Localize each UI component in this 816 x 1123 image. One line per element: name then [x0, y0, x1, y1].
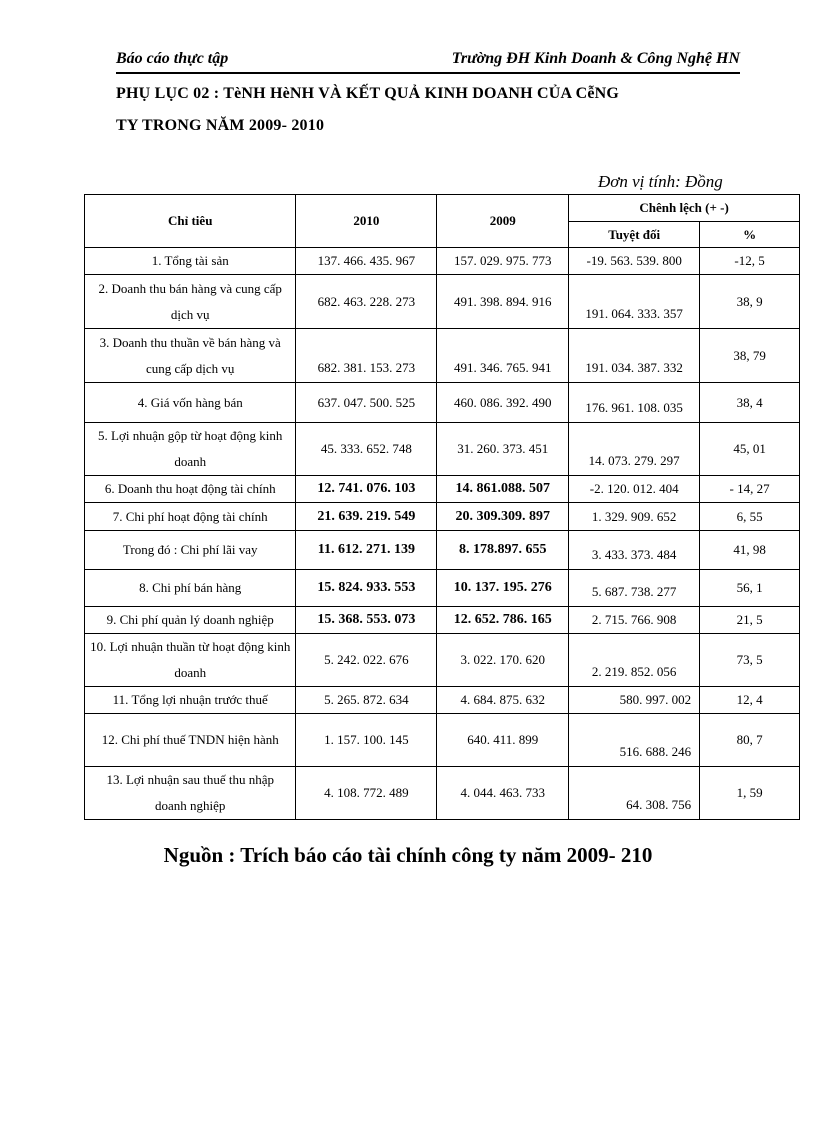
value-2009: 491. 346. 765. 941 — [437, 329, 569, 383]
row-name: 7. Chi phí hoạt động tài chính — [85, 503, 296, 531]
value-percent: 73, 5 — [700, 634, 800, 687]
header-absolute: Tuyệt đối — [569, 222, 700, 248]
row-name: 6. Doanh thu hoạt động tài chính — [85, 476, 296, 503]
table-row — [85, 275, 800, 329]
table-row — [85, 634, 800, 687]
value-absolute: 14. 073. 279. 297 — [569, 423, 700, 476]
financial-table — [84, 194, 800, 820]
row-name: Trong đó : Chi phí lãi vay — [85, 531, 296, 570]
row-name: 9. Chi phí quản lý doanh nghiệp — [85, 607, 296, 634]
unit-label: Đơn vị tính: Đồng — [598, 172, 723, 191]
table-row — [85, 607, 800, 634]
value-absolute: -19. 563. 539. 800 — [569, 248, 700, 275]
title-line-1: PHỤ LỤC 02 : TèNH HèNH VÀ KẾT QUẢ KINH DOANH CỦA CễNG — [116, 85, 620, 102]
row-name: 10. Lợi nhuận thuần từ hoạt động kinh doanh — [85, 634, 296, 687]
table-row — [85, 714, 800, 767]
value-absolute: 176. 961. 108. 035 — [569, 383, 700, 423]
value-2010: 15. 368. 553. 073 — [296, 607, 437, 634]
value-absolute: 64. 308. 756 — [569, 767, 700, 820]
value-absolute: 2. 219. 852. 056 — [569, 634, 700, 687]
value-absolute: 191. 034. 387. 332 — [569, 329, 700, 383]
header-2009: 2009 — [437, 195, 569, 248]
value-2009: 31. 260. 373. 451 — [437, 423, 569, 476]
value-absolute: 580. 997. 002 — [569, 687, 700, 714]
value-2009: 157. 029. 975. 773 — [437, 248, 569, 275]
title-line-2: TY TRONG NĂM 2009- 2010 — [116, 117, 325, 134]
header-difference: Chênh lệch (+ -) — [569, 195, 800, 222]
value-2010: 1. 157. 100. 145 — [296, 714, 437, 767]
row-name: 1. Tổng tài sản — [85, 248, 296, 275]
value-2009: 4. 684. 875. 632 — [437, 687, 569, 714]
source-note: Nguồn : Trích báo cáo tài chính công ty năm 2009- 210 — [163, 843, 653, 867]
value-2010: 137. 466. 435. 967 — [296, 248, 437, 275]
row-name: 11. Tổng lợi nhuận trước thuế — [85, 687, 296, 714]
table-row — [85, 329, 800, 383]
table-row — [85, 531, 800, 570]
value-percent: 38, 4 — [700, 383, 800, 423]
value-percent: - 14, 27 — [700, 476, 800, 503]
value-absolute: 2. 715. 766. 908 — [569, 607, 700, 634]
row-name: 4. Giá vốn hàng bán — [85, 383, 296, 423]
value-2009: 640. 411. 899 — [437, 714, 569, 767]
header-right-text: Trường ĐH Kinh Doanh & Công Nghệ HN — [451, 50, 740, 67]
row-name: 2. Doanh thu bán hàng và cung cấp dịch vụ — [85, 275, 296, 329]
value-percent: 6, 55 — [700, 503, 800, 531]
value-percent: 1, 59 — [700, 767, 800, 820]
table-row — [85, 570, 800, 607]
value-2010: 11. 612. 271. 139 — [296, 531, 437, 570]
value-2009: 460. 086. 392. 490 — [437, 383, 569, 423]
value-2009: 3. 022. 170. 620 — [437, 634, 569, 687]
appendix-title — [116, 78, 756, 142]
value-2010: 4. 108. 772. 489 — [296, 767, 437, 820]
table-row — [85, 383, 800, 423]
value-2010: 682. 463. 228. 273 — [296, 275, 437, 329]
value-2010: 15. 824. 933. 553 — [296, 570, 437, 607]
table-row — [85, 476, 800, 503]
table-row — [85, 423, 800, 476]
table-row — [85, 687, 800, 714]
value-percent: 56, 1 — [700, 570, 800, 607]
table-row — [85, 503, 800, 531]
value-2009: 12. 652. 786. 165 — [437, 607, 569, 634]
value-absolute: -2. 120. 012. 404 — [569, 476, 700, 503]
page-header — [116, 50, 740, 74]
value-percent: 80, 7 — [700, 714, 800, 767]
value-2009: 10. 137. 195. 276 — [437, 570, 569, 607]
value-percent: 38, 79 — [700, 329, 800, 383]
value-absolute: 1. 329. 909. 652 — [569, 503, 700, 531]
value-percent: 45, 01 — [700, 423, 800, 476]
value-percent: 21, 5 — [700, 607, 800, 634]
value-percent: 41, 98 — [700, 531, 800, 570]
value-2010: 12. 741. 076. 103 — [296, 476, 437, 503]
value-2009: 14. 861.088. 507 — [437, 476, 569, 503]
value-absolute: 3. 433. 373. 484 — [569, 531, 700, 570]
value-percent: 38, 9 — [700, 275, 800, 329]
value-absolute: 191. 064. 333. 357 — [569, 275, 700, 329]
value-absolute: 516. 688. 246 — [569, 714, 700, 767]
value-2010: 21. 639. 219. 549 — [296, 503, 437, 531]
value-2010: 45. 333. 652. 748 — [296, 423, 437, 476]
header-2010: 2010 — [296, 195, 437, 248]
row-name: 12. Chi phí thuế TNDN hiện hành — [85, 714, 296, 767]
row-name: 8. Chi phí bán hàng — [85, 570, 296, 607]
value-2009: 8. 178.897. 655 — [437, 531, 569, 570]
value-absolute: 5. 687. 738. 277 — [569, 570, 700, 607]
header-percent: % — [700, 222, 800, 248]
value-2010: 682. 381. 153. 273 — [296, 329, 437, 383]
value-2010: 5. 242. 022. 676 — [296, 634, 437, 687]
value-2009: 4. 044. 463. 733 — [437, 767, 569, 820]
table-row — [85, 248, 800, 275]
value-percent: 12, 4 — [700, 687, 800, 714]
value-2009: 491. 398. 894. 916 — [437, 275, 569, 329]
row-name: 13. Lợi nhuận sau thuế thu nhập doanh nghiệp — [85, 767, 296, 820]
value-percent: -12, 5 — [700, 248, 800, 275]
value-2009: 20. 309.309. 897 — [437, 503, 569, 531]
table-row — [85, 767, 800, 820]
value-2010: 5. 265. 872. 634 — [296, 687, 437, 714]
value-2010: 637. 047. 500. 525 — [296, 383, 437, 423]
row-name: 3. Doanh thu thuần về bán hàng và cung cấp dịch vụ — [85, 329, 296, 383]
header-indicator: Chỉ tiêu — [85, 195, 296, 248]
header-left-text: Báo cáo thực tập — [116, 50, 229, 67]
row-name: 5. Lợi nhuận gộp từ hoạt động kinh doanh — [85, 423, 296, 476]
